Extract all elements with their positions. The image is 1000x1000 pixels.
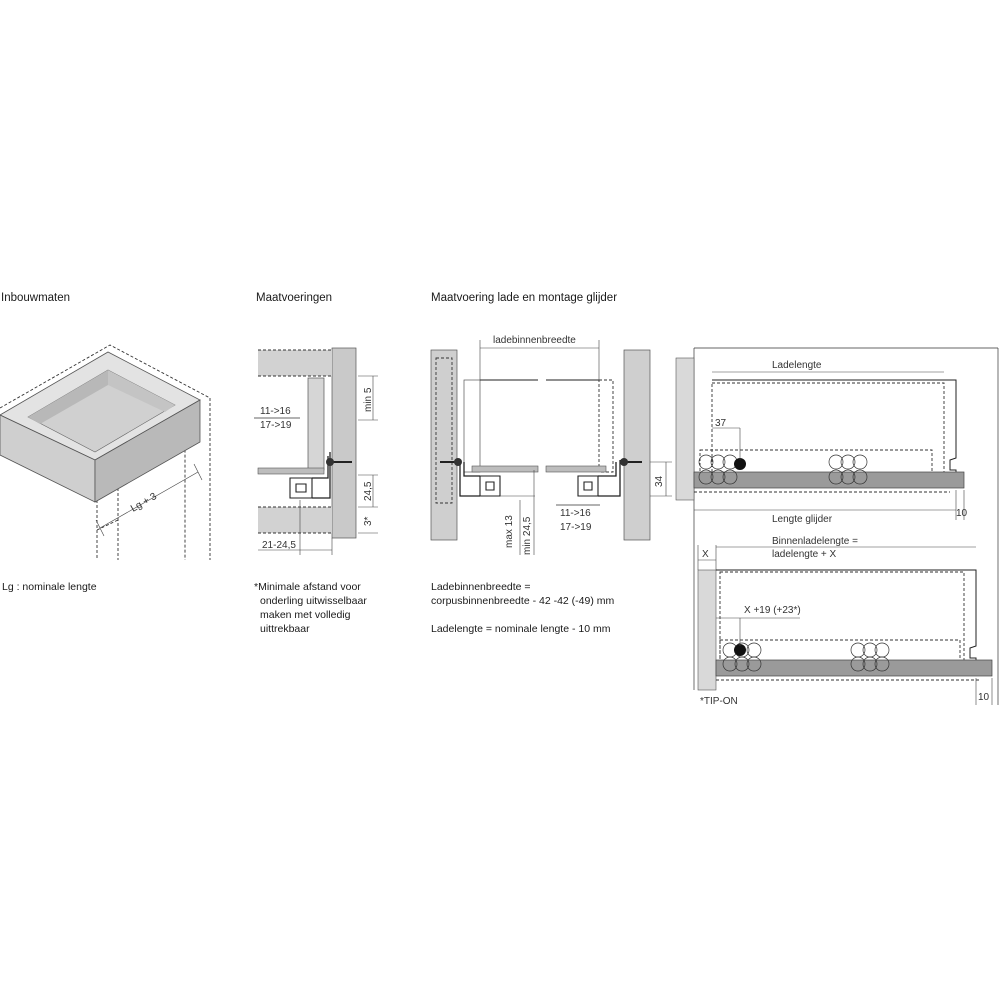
dim-min24-5: min 24,5	[522, 516, 533, 555]
dim-binnenladelengte-1: Binnenladelengte =	[772, 536, 858, 547]
dim-37: 37	[715, 418, 727, 429]
drawer-illustration	[0, 345, 210, 560]
dim-range-11-16: 11->16	[260, 406, 291, 417]
drawer-cross-section	[431, 335, 672, 555]
dim-range-17-19: 17->19	[260, 420, 292, 431]
note-nominale-lengte: Lg : nominale lengte	[2, 581, 97, 593]
section-title-maatvoeringen: Maatvoeringen	[256, 292, 333, 304]
dim-ladelengte: Ladelengte	[772, 360, 822, 371]
dim-binnenladelengte-2: ladelengte + X	[772, 549, 837, 560]
dim-10-a: 10	[956, 508, 968, 519]
section-title-inbouwmaten: Inbouwmaten	[1, 292, 71, 304]
slide-side-view	[676, 348, 998, 707]
dim-3: 3*	[363, 516, 374, 526]
dim-x: X	[702, 549, 709, 560]
section-title-lade-glijder: Maatvoering lade en montage glijder	[431, 292, 618, 304]
dim-max13: max 13	[504, 515, 515, 548]
dim-ladebinnenbreedte: ladebinnenbreedte	[493, 335, 576, 346]
dim-10-b: 10	[978, 692, 990, 703]
runner-section-drawing	[254, 348, 378, 555]
note-minimale-line3: maken met volledig	[260, 609, 351, 621]
note-formula-line3: Ladelengte = nominale lengte - 10 mm	[431, 623, 611, 635]
dim-lengte-glijder: Lengte glijder	[772, 514, 833, 525]
note-formula-line1: Ladebinnenbreedte =	[431, 581, 531, 593]
note-formula-line2: corpusbinnenbreedte - 42 -42 (-49) mm	[431, 595, 615, 607]
dim-34: 34	[654, 475, 665, 487]
tip-on-label: *TIP-ON	[700, 696, 738, 707]
dim-x19: X +19 (+23*)	[744, 605, 801, 616]
dim-range-17-19-b: 17->19	[560, 522, 592, 533]
note-minimale-line4: uittrekbaar	[260, 623, 310, 635]
dim-min5: min 5	[363, 387, 374, 412]
dim-lg3: Lg + 3	[129, 491, 159, 515]
dim-range-11-16-b: 11->16	[560, 508, 591, 519]
note-minimale-line1: *Minimale afstand voor	[254, 581, 361, 593]
dim-24-5: 24,5	[363, 481, 374, 501]
note-minimale-line2: onderling uitwisselbaar	[260, 595, 367, 607]
dim-21-24-5: 21-24,5	[262, 540, 296, 551]
